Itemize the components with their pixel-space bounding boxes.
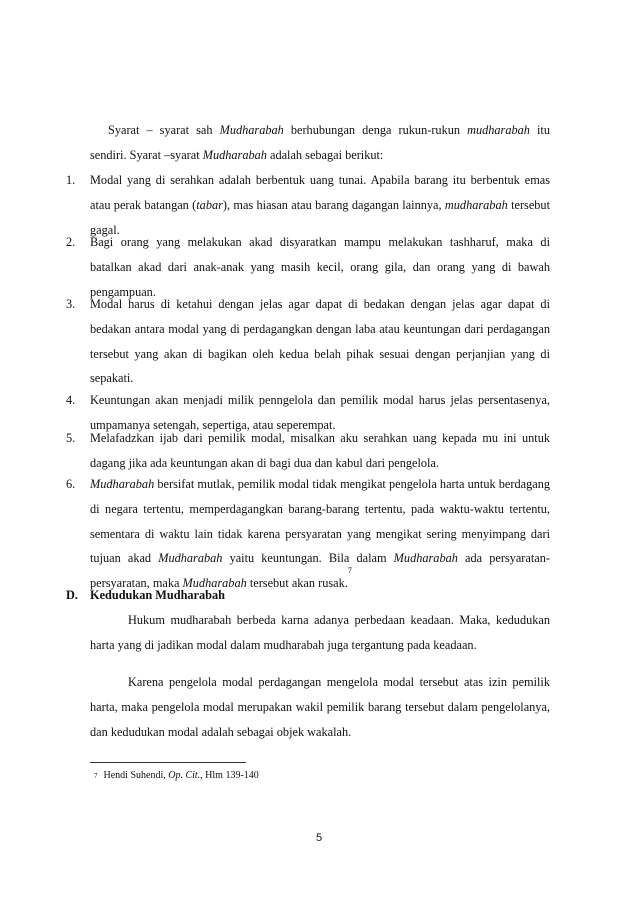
list-text: Bagi orang yang melakukan akad disyaratkan mampu melakukan tashharuf, maka di batalkan akad dari anak-anak yang masih kecil, orang gila, dan orang yang di bawah pengampuan. [90, 235, 550, 299]
list-text: Keuntungan akan menjadi milik penngelola dan pemilik modal harus jelas persentasenya, umpamanya setengah, sepertiga, atau seperempat. [90, 393, 550, 432]
section-letter: D. [66, 588, 78, 602]
list-number: 5. [66, 431, 76, 445]
footnote-reference[interactable]: 7 [347, 566, 352, 576]
list-number: 4. [66, 393, 76, 407]
list-number: 1. [66, 173, 76, 187]
list-item [66, 292, 550, 391]
footnote: $^7$ Hendi Suhendi, Op. Cit., Hlm 139-140 [94, 770, 259, 781]
list-text: Modal harus di ketahui dengan jelas agar dapat di bedakan dengan jelas agar dapat di bedakan antara modal yang di perdagangkan dengan laba atau keuntungan dari perdagangan tersebut yang akan di bagikan oleh kedua belah pihak sesuai dengan perjanjian yang di sepakati. [90, 297, 550, 386]
footnote-divider [90, 762, 246, 763]
list-number: 3. [66, 297, 76, 311]
list-number: 6. [66, 477, 76, 491]
list-number: 2. [66, 235, 76, 249]
section-title: Kedudukan Mudharabah [90, 588, 225, 602]
section-paragraph: Karena pengelola modal perdagangan mengelola modal tersebut atas izin pemilik harta, maka pengelola modal merupakan wakil pemilik barang tersebut dalam pengelolanya, dan kedudukan modal adalah sebagai objek wakalah. [90, 675, 550, 739]
list-text: Modal yang di serahkan adalah berbentuk uang tunai. Apabila barang itu berbentuk emas atau perak batangan (tabar), mas hiasan atau barang dagangan lainnya, mudharabah tersebut gagal. [90, 173, 550, 237]
list-item [66, 472, 550, 596]
footnote-number: 7 [94, 772, 98, 780]
list-item [66, 426, 550, 476]
list-text: Melafadzkan ijab dari pemilik modal, misalkan aku serahkan uang kepada mu ini untuk dagang jika ada keuntungan akan di bagi dua dan kabul dari pengelola. [90, 431, 550, 470]
section-heading [66, 583, 225, 608]
page-number: 5 [315, 832, 323, 844]
section-paragraph: Hukum mudharabah berbeda karna adanya perbedaan keadaan. Maka, kedudukan harta yang di jadikan modal dalam mudharabah juga tergantung pada keadaan. [90, 613, 550, 652]
intro-paragraph: Syarat – syarat sah Mudharabah berhubungan denga rukun-rukun mudharabah itu sendiri. Syarat –syarat Mudharabah adalah sebagai berikut: [90, 123, 550, 162]
list-text: Mudharabah bersifat mutlak, pemilik modal tidak mengikat pengelola harta untuk berdagang di negara tertentu, memperdagangkan barang-barang tertentu, pada waktu-waktu tertentu, sementara di waktu lain tidak karena persyaratan yang mengikat sering menyimpang dari tujuan akad Mudharabah yaitu keuntungan. Bila dalam Mudharabah ada persyaratan-persyaratan, maka Mudharabah tersebut akan rusak.$^7$ [90, 477, 550, 591]
